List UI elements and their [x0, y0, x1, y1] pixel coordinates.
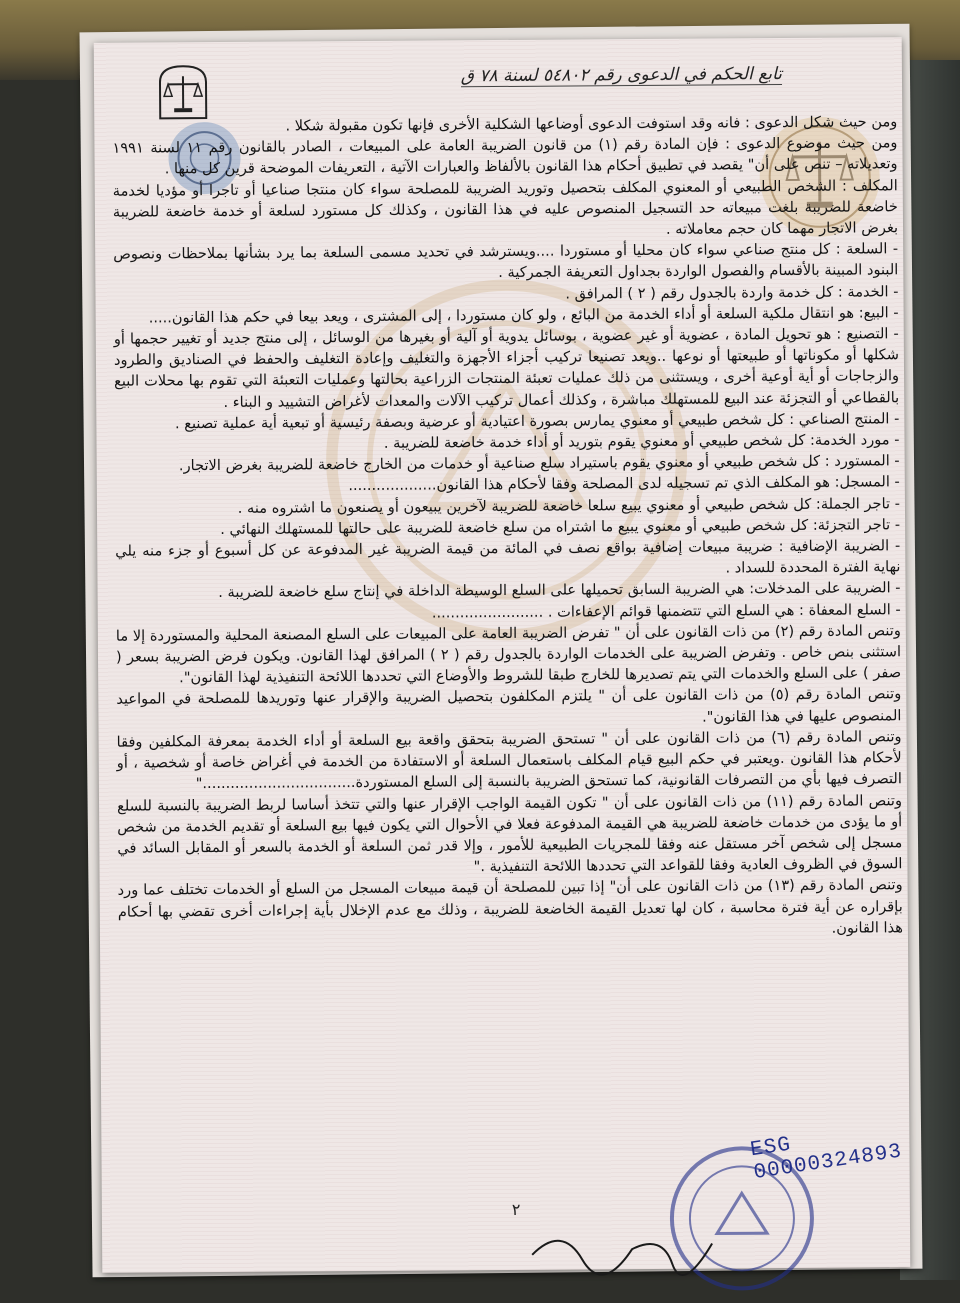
paragraph: - الضريبة الإضافية : ضريبة مبيعات إضافية بواقع نصف في المائة من قيمة الضريبة غير المدفوعة عن كل أسبوع أو جزء منه يلي نهاية الفترة المحددة للسداد . — [115, 535, 900, 583]
paragraph: وتنص المادة رقم (٢) من ذات القانون على أن " تفرض الضريبة العامة على المبيعات على السلع المصنعة المحلية والمستوردة إلا ما استثنى بنص خاص . وتفرض الضريبة على الخدمات الواردة بالجدول رقم ( ٢ ) المرافق لهذا القانون. ويكون فرض الضريبة بسعر ( صفر ) على السلع والخدمات التي يتم تصديرها للخارج طبقا للشروط والأوضاع التي تحددها اللائحة التنفيذية لهذا القانون". — [116, 620, 901, 689]
document-body — [112, 111, 903, 943]
paragraph: - الضريبة على المدخلات: هي الضريبة السابق تحميلها على السلع الوسيطة الداخلة في إنتاج سلع خاضعة للضريبة . — [115, 578, 900, 605]
paragraph: المكلف : الشخص الطبيعي أو المعنوي المكلف بتحصيل وتوريد الضريبة للمصلحة سواء كان منتجا صناعيا أو تاجرا أو مؤديا لخدمة خاضعة للضريبة بلغت مبيعاته حد التسجيل المنصوص عليه في هذا القانون ، وكذلك كل مستورد لسلعة أو خدمة خاضعة للضريبة بغرض الاتجار مهما كان حجم معاملاته . — [113, 175, 898, 244]
paragraph: وتنص المادة رقم (١٣) من ذات القانون على أن" إذا تبين للمصلحة أن قيمة مبيعات المسجل من السلع أو الخدمات تختلف عما ورد بإقراره عن أية فترة محاسبة ، كان لها تعديل القيمة الخاضعة للضريبة ، وذلك مع عدم الإخلال بأية إجراءات أخرى تقضي بها أحكام هذا القانون. — [118, 875, 903, 944]
paragraph: - البيع: هو انتقال ملكية السلعة أو أداء الخدمة من البائع ، ولو كان مستوردا ، إلى المشترى ، ويعد بيعا في حكم هذا القانون..... — [114, 302, 899, 329]
paragraph: ومن حيث شكل الدعوى : فانه وقد استوفت الدعوى أوضاعها الشكلية الأخرى فإنها تكون مقبولة شكلا . — [112, 111, 897, 138]
document-page — [94, 37, 911, 1273]
paragraph: وتنص المادة رقم (٦) من ذات القانون على أن " تستحق الضريبة بتحقق واقعة بيع السلعة أو أداء الخدمة بمعرفة المكلفين وفقا لأحكام هذا القانون .ويعتبر في حكم البيع قيام المكلف باستعمال السلعة أو الاستفادة من الخدمة في أغراض خاصة أو شخصية ، أو التصرف فيها بأي من التصرفات القانونية، كما تستحق الضريبة بالنسبة إلى السلع المستوردة................................." — [117, 726, 902, 795]
paragraph: - تاجر التجزئة: كل شخص طبيعي أو معنوي يبيع ما اشتراه من سلع خاضعة للضريبة على حالتها للمستهلك النهائي . — [115, 514, 900, 541]
paragraph: وتنص المادة رقم (١١) من ذات القانون على أن " تكون القيمة الواجب الإقرار عنها والتي تتخذ أساسا لربط الضريبة بالنسبة للسلع أو ما يؤدى من خدمات خاضعة للضريبة هي القيمة المدفوعة فعلا في الأحوال التي يكون فيها بيع السلعة أو تقديم الخدمة من شخص مسجل إلى شخص آخر مستقل عنه وفقا للمجريات الطبيعية للأمور ، وإلا قدر ثمن السلعة أو الخدمة بالسعر أو المقابل السائد في السوق في الظروف العادية وفقا للقواعد التي تحددها اللائحة التنفيذية ." — [117, 790, 903, 880]
paragraph: ومن حيث موضوع الدعوى : فإن المادة رقم (١) من قانون الضريبة العامة على المبيعات ، الصادر بالقانون رقم ١١ لسنة ١٩٩١ وتعديلاته – تنص على أن" يقصد في تطبيق أحكام هذا القانون بالألفاظ والعبارات الآتية ، التعريفات الموضحة قرين كل منها . — [112, 132, 897, 180]
page-number: ٢ — [512, 1200, 521, 1219]
paragraph: - المسجل: هو المكلف الذي تم تسجيله لدى المصلحة وفقا لأحكام هذا القانون................... — [115, 472, 900, 499]
signature-icon — [522, 1213, 722, 1284]
paragraph: - المنتج الصناعي : كل شخص طبيعي أو معنوي يمارس بصورة اعتيادية أو عرضية وبصفة رئيسية أو تبعية أية عملية تصنيع . — [114, 408, 899, 435]
paragraph: - الخدمة : كل خدمة واردة بالجدول رقم ( ٢ ) المرافق . — [113, 281, 898, 308]
paragraph: - مورد الخدمة: كل شخص طبيعي أو معنوي يقوم بتوريد أو أداء خدمة خاضعة للضريبة . — [114, 429, 899, 456]
esg-stamp-number: ESG 00000324893 — [749, 1116, 912, 1185]
paragraph: وتنص المادة رقم (٥) من ذات القانون على أن " يلتزم المكلفون بتحصيل الضريبة والإقرار عنها وتوريدها للمصلحة في المواعيد المنصوص عليها في هذا القانون". — [116, 684, 901, 732]
case-header: تابع الحكم في الدعوى رقم ٥٤٨٠٢ لسنة ٧٨ ق — [461, 64, 782, 87]
paragraph: - السلعة : كل منتج صناعي سواء كان محليا أو مستوردا ....ويسترشد في تحديد مسمى السلعة بما يرد بشأنها بملاحظات ونصوص البنود المبينة بالأقسام والفصول الواردة بجداول التعريفة الجمركية . — [113, 238, 898, 286]
paragraph: - المستورد : كل شخص طبيعي أو معنوي يقوم باستيراد سلع صناعية أو خدمات من الخارج خاضعة للضريبة بغرض الاتجار. — [115, 450, 900, 477]
court-emblem-icon — [154, 60, 212, 124]
paragraph: - السلع المعفاة : هي السلع التي تتضمنها قوائم الإعفاءات . ........................ — [116, 599, 901, 626]
paragraph: - تاجر الجملة: كل شخص طبيعي أو معنوي يبيع سلعا خاضعة للضريبة لآخرين يبيعون أو يصنعون ما اشتروه منه . — [115, 493, 900, 520]
paragraph: - التصنيع : هو تحويل المادة ، عضوية أو غير عضوية ، بوسائل يدوية أو آلية أو بغيرها من الوسائل ، إلى منتج جديد أو تغيير حجمها أو شكلها أو مكوناتها أو طبيعتها أو نوعها ..ويعد تصنيعا تركيب أجزاء الأجهزة والتغليف وإعادة التغليف والحفظ في الصناديق والطرود والزجاجات أو أية أوعية أخرى ، ويستثنى من ذلك عمليات تعبئة المنتجات الزراعية بحالتها وعمليات التعبئة التي تقوم بها محلات البيع بالقطاعي أو التجزئة عند البيع للمستهلك مباشرة ، وكذلك أعمال تركيب الآلات والمعدات لأغراض التشييد و البناء . — [114, 323, 900, 413]
